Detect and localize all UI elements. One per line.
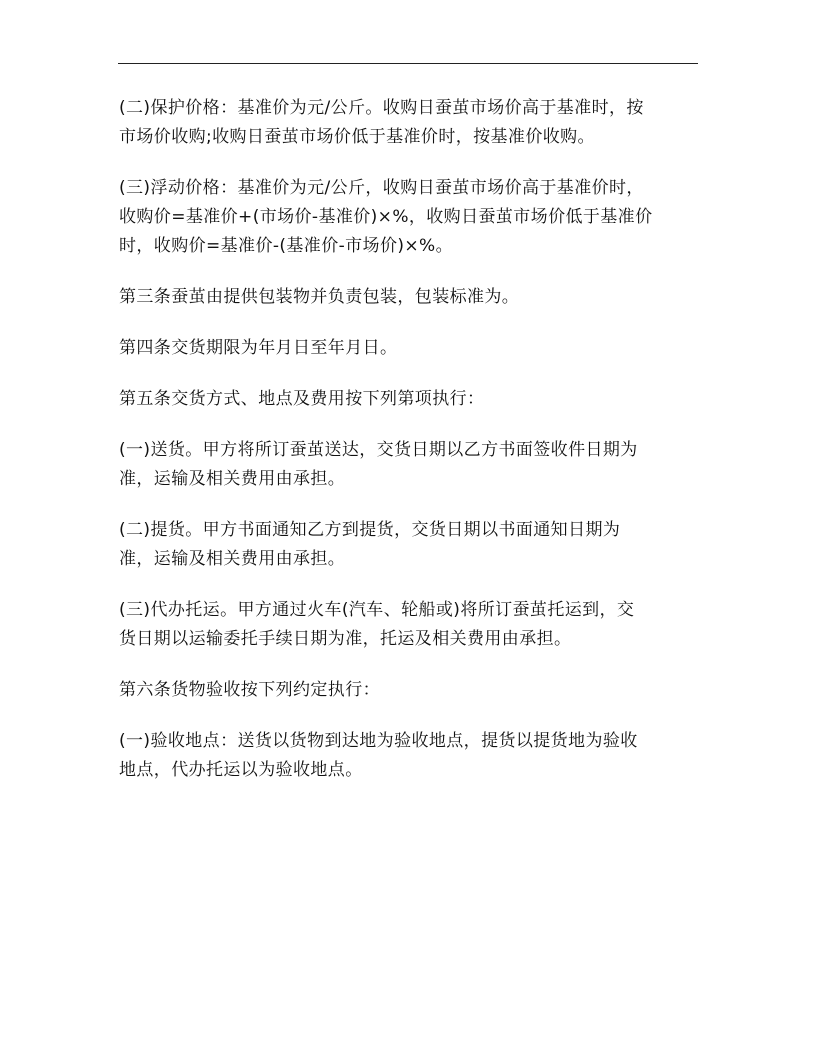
paragraph-pickup [119, 516, 699, 574]
text-line: (二)保护价格：基准价为元/公斤。收购日蚕茧市场价高于基准时，按 [119, 98, 644, 118]
paragraph-article-6 [119, 676, 699, 705]
text-line: 市场价收购;收购日蚕茧市场价低于基准价时，按基准价收购。 [119, 127, 595, 147]
text-line: 货日期以运输委托手续日期为准，托运及相关费用由承担。 [119, 629, 572, 649]
text-line: 第三条蚕茧由提供包装物并负责包装，包装标准为。 [119, 287, 520, 307]
paragraph-consignment [119, 596, 699, 654]
text-line: 收购价=基准价+(市场价-基准价)×%，收购日蚕茧市场价低于基准价 [119, 207, 653, 227]
text-line: 第六条货物验收按下列约定执行： [119, 680, 380, 700]
text-line: (一)验收地点：送货以货物到达地为验收地点，提货以提货地为验收 [119, 731, 638, 751]
paragraph-inspection-location [119, 727, 699, 785]
text-line: (一)送货。甲方将所订蚕茧送达，交货日期以乙方书面签收件日期为 [119, 440, 638, 460]
text-line: 第五条交货方式、地点及费用按下列第项执行： [119, 389, 485, 409]
paragraph-article-5 [119, 385, 699, 414]
paragraph-article-4 [119, 334, 699, 363]
text-line: (二)提货。甲方书面通知乙方到提货，交货日期以书面通知日期为 [119, 520, 621, 540]
text-line: (三)代办托运。甲方通过火车(汽车、轮船或)将所订蚕茧托运到，交 [119, 600, 635, 620]
text-line: 准，运输及相关费用由承担。 [119, 549, 346, 569]
paragraph-floating-price [119, 174, 699, 261]
text-line: 第四条交货期限为年月日至年月日。 [119, 338, 398, 358]
text-line: 时，收购价=基准价-(基准价-市场价)×%。 [119, 236, 453, 256]
document-body [119, 94, 699, 785]
text-line: 地点，代办托运以为验收地点。 [119, 760, 363, 780]
paragraph-protected-price [119, 94, 699, 152]
paragraph-article-3 [119, 283, 699, 312]
text-line: (三)浮动价格：基准价为元/公斤，收购日蚕茧市场价高于基准价时， [119, 178, 644, 198]
text-line: 准，运输及相关费用由承担。 [119, 469, 346, 489]
header-rule [118, 63, 698, 64]
paragraph-delivery [119, 436, 699, 494]
